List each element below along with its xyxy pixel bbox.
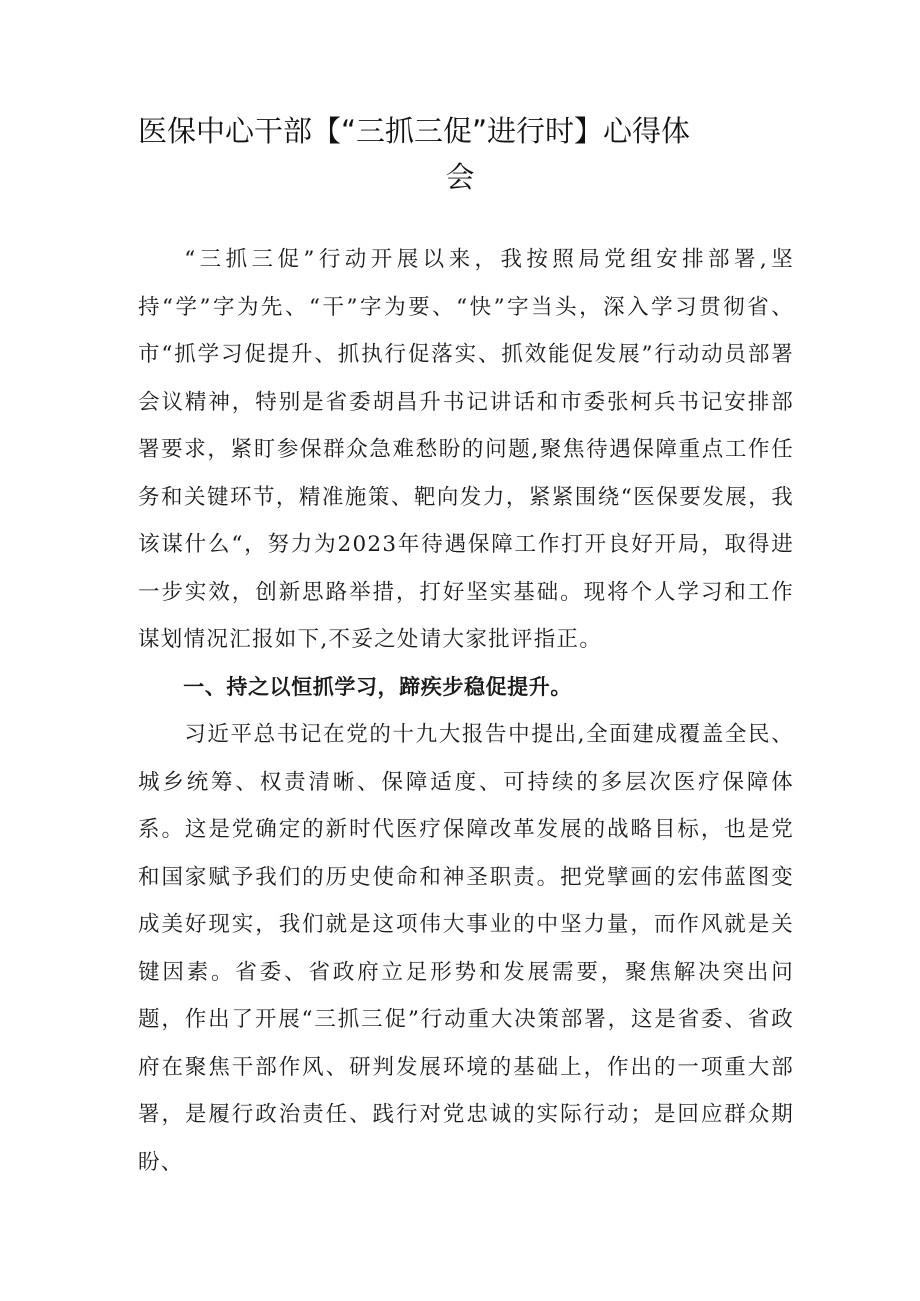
title-line-1: 医保中心干部【“三抓三促”进行时】心得体 [138,114,691,148]
paragraph-intro: “三抓三促”行动开展以来，我按照局党组安排部署,坚持“学”字为先、“干”字为要、“快”字当头，深入学习贯彻省、市“抓学习促提升、抓执行促落实、抓效能促发展”行动动员部署会议精神，特别是省委胡昌升书记讲话和市委张柯兵书记安排部署要求，紧盯参保群众急难愁盼的问题,聚焦待遇保障重点工作任务和关键环节，精准施策、靶向发力，紧紧围绕“医保要发展，我该谋什么“，努力为2023年待遇保障工作打开良好开局，取得进一步实效，创新思路举措，打好坚实基础。现将个人学习和工作谋划情况汇报如下,不妥之处请大家批评指正。 [138,247,794,652]
title-line-2: 会 [445,160,475,194]
document-title [138,108,782,200]
section-heading-1: 一、持之以恒抓学习，蹄疾步稳促提升。 [183,674,572,699]
paragraph-section-1: 习近平总书记在党的十九大报告中提出,全面建成覆盖全民、城乡统筹、权责清晰、保障适度、可持续的多层次医疗保障体系。这是党确定的新时代医疗保障改革发展的战略目标，也是党和国家赋予我们的历史使命和神圣职责。把党擘画的宏伟蓝图变成美好现实，我们就是这项伟大事业的中坚力量，而作风就是关键因素。省委、省政府立足形势和发展需要，聚焦解决突出问题，作出了开展“三抓三促”行动重大决策部署，这是省委、省政府在聚焦干部作风、研判发展环境的基础上，作出的一项重大部署，是履行政治责任、践行对党忠诚的实际行动；是回应群众期盼、 [138,722,794,1175]
document-body [138,236,794,1186]
